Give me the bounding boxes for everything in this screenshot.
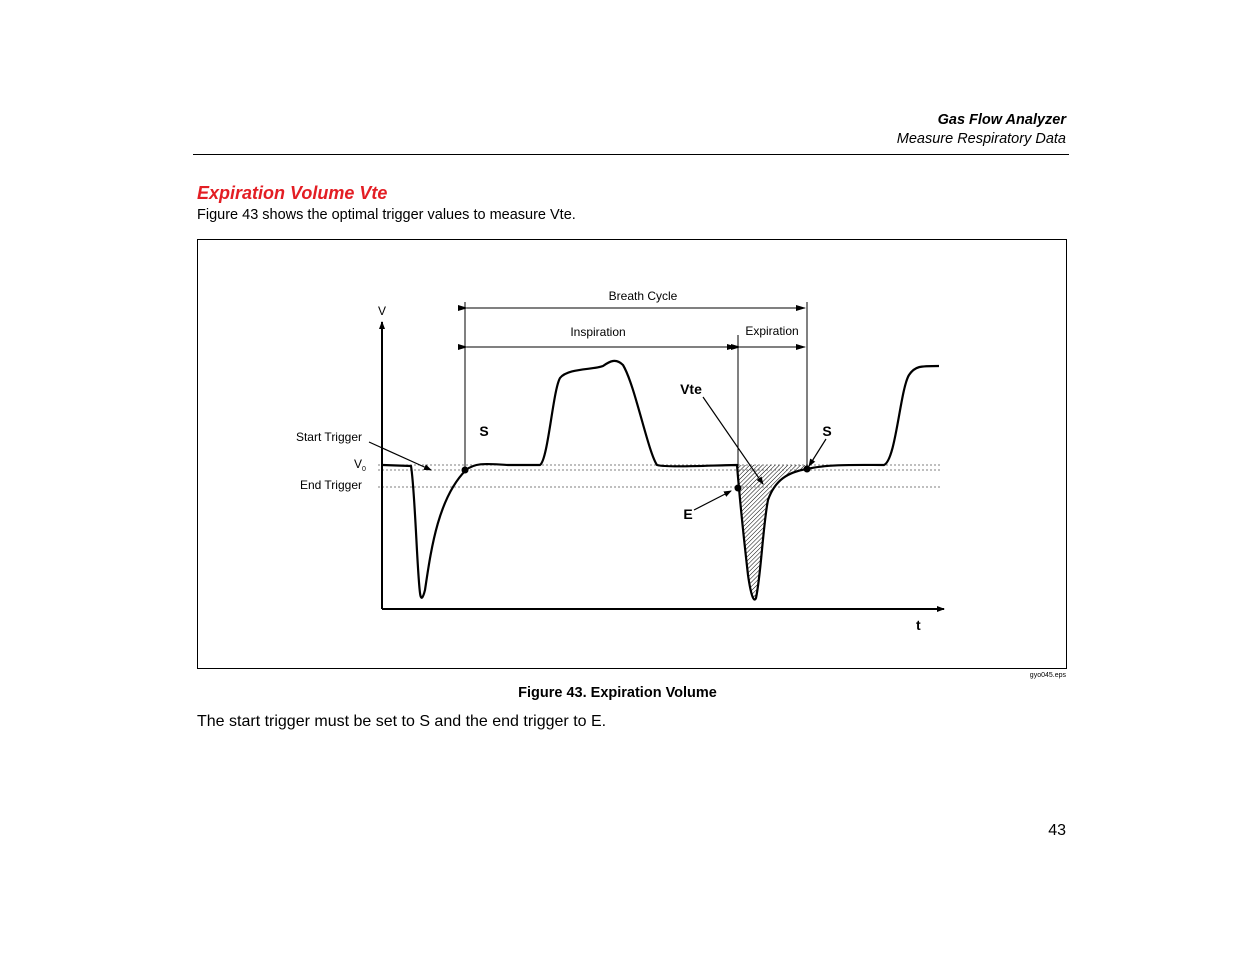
vte-label: Vte [680, 381, 702, 397]
inspiration-label: Inspiration [570, 325, 626, 339]
vte-pointer [703, 397, 763, 484]
flow-waveform [383, 361, 939, 600]
chapter-title: Measure Respiratory Data [896, 131, 1066, 147]
point-e-label: E [683, 506, 693, 522]
figure-frame [197, 239, 1067, 669]
page-number: 43 [1048, 822, 1066, 839]
point-s2-label: S [822, 423, 832, 439]
start-point-s2 [804, 466, 811, 473]
section-title: Expiration Volume Vte [197, 183, 388, 203]
manual-title: Gas Flow Analyzer [937, 112, 1066, 128]
breath-cycle-diagram [198, 240, 1066, 668]
figure-caption: Figure 43. Expiration Volume [518, 685, 717, 701]
e-pointer [694, 491, 731, 510]
figure-file-reference: gyo045.eps [1029, 672, 1066, 679]
breath-cycle-label: Breath Cycle [608, 289, 678, 303]
v0-subscript: 0 [362, 466, 366, 473]
header-rule [193, 154, 1069, 155]
x-axis-label: t [916, 617, 921, 633]
point-s1-label: S [479, 423, 489, 439]
end-trigger-label: End Trigger [299, 478, 362, 492]
v0-label: $V_0$ [354, 457, 366, 473]
start-point-s1 [462, 467, 469, 474]
end-point-e [735, 485, 742, 492]
start-trigger-label: Start Trigger [295, 430, 362, 444]
section-intro: Figure 43 shows the optimal trigger values to measure Vte. [197, 207, 576, 223]
y-axis-label: V [378, 304, 387, 318]
expiration-label: Expiration [745, 324, 799, 338]
s2-pointer [809, 439, 826, 466]
body-paragraph: The start trigger must be set to S and the end trigger to E. [197, 713, 607, 730]
